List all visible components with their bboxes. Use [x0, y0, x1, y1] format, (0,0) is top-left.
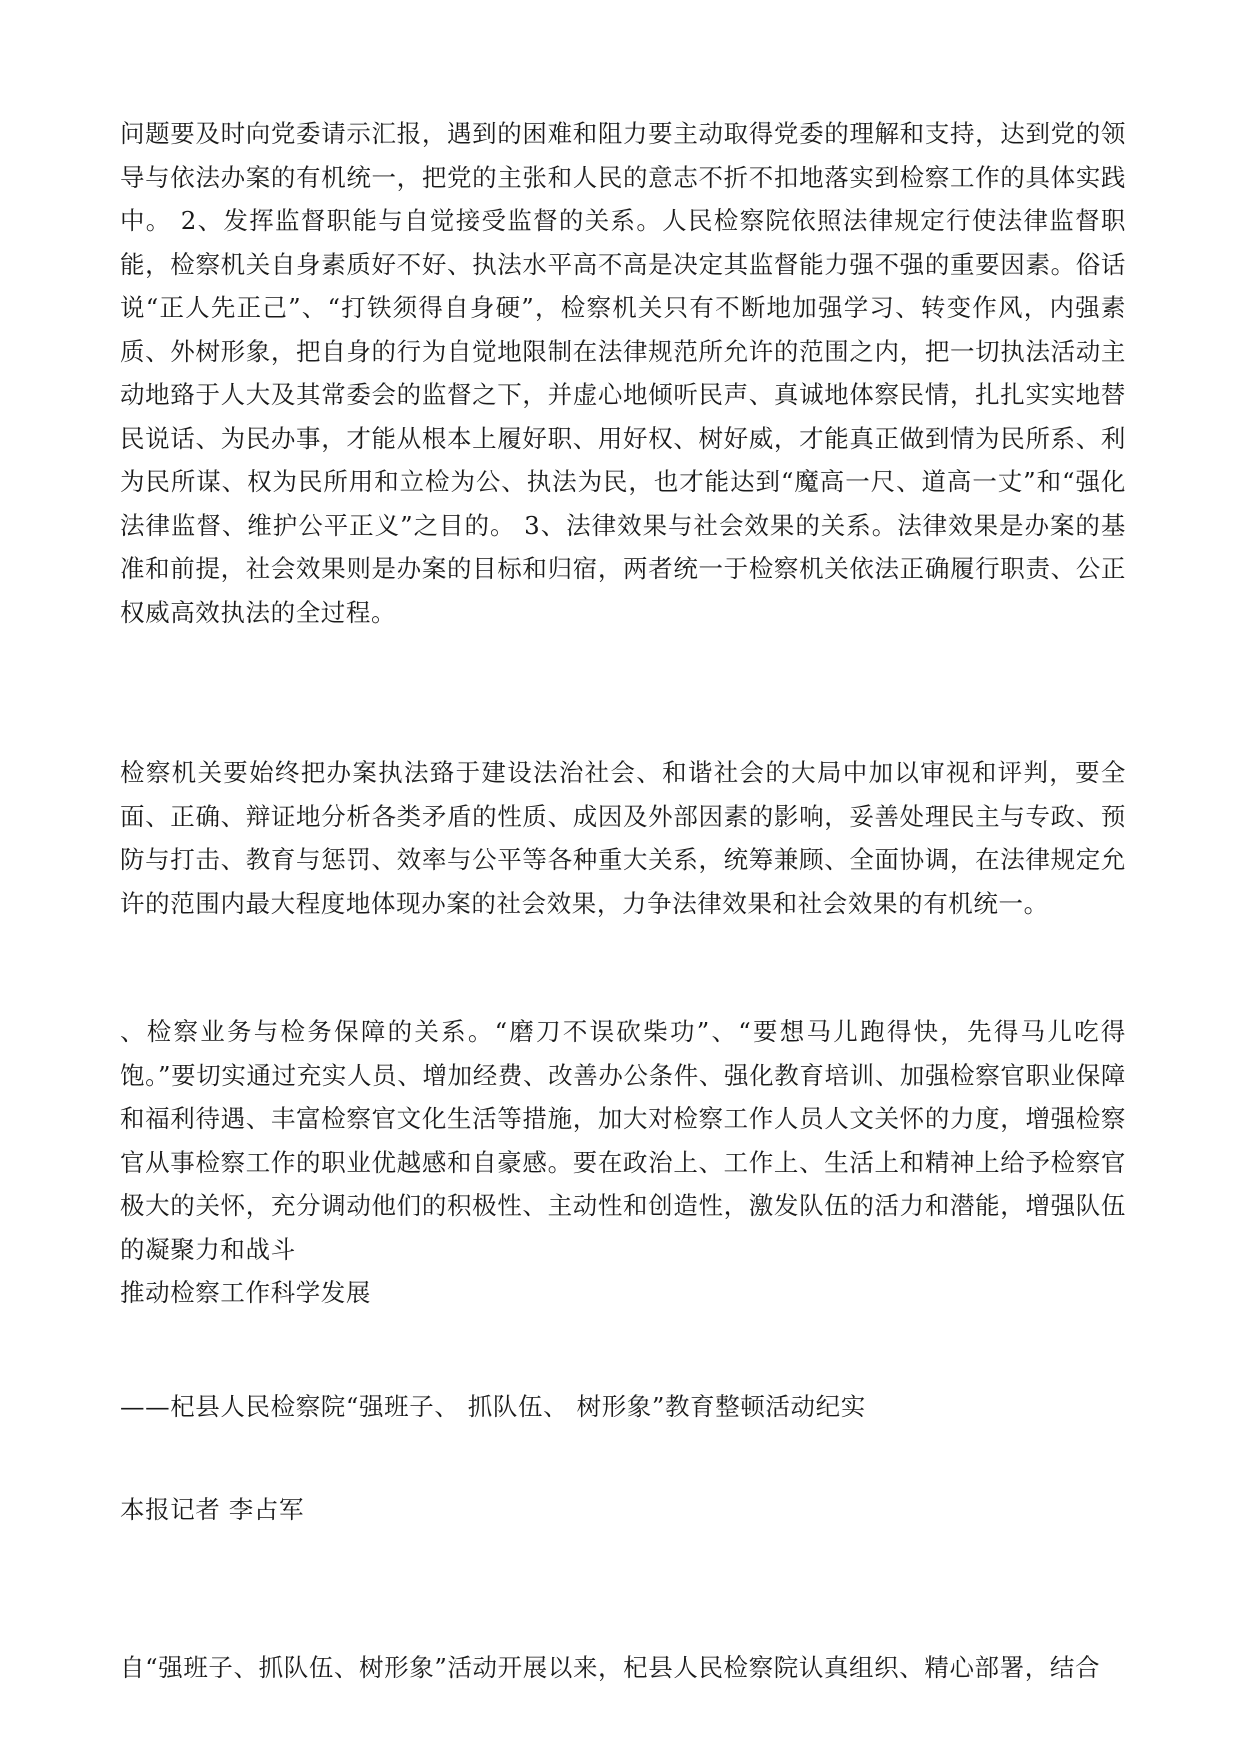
article-subtitle: ——杞县人民检察院“强班子、 抓队伍、 树形象”教育整顿活动纪实 [120, 1392, 866, 1421]
reporter-byline: 本报记者 李占军 [120, 1495, 305, 1524]
body-paragraph: 、检察业务与检务保障的关系。“磨刀不误砍柴功”、“要想马儿跑得快，先得马儿吃得饱。”要切实通过充实人员、增加经费、改善办公条件、强化教育培训、加强检察官职业保障和福利待遇、丰富检察官文化生活等措施，加大对检察工作人员人文关怀的力度，增强检察官从事检察工作的职业优越感和自豪感。要在政治上、工作上、生活上和精神上给予检察官极大的关怀，充分调动他们的积极性、主动性和创造性，激发队伍的活力和潜能，增强队伍的凝聚力和战斗 推动检察工作科学发展 [120, 1017, 1126, 1307]
body-paragraph: 检察机关要始终把办案执法臵于建设法治社会、和谐社会的大局中加以审视和评判，要全面、正确、辩证地分析各类矛盾的性质、成因及外部因素的影响，妥善处理民主与专政、预防与打击、教育与惩罚、效率与公平等各种重大关系，统筹兼顾、全面协调，在法律规定允许的范围内最大程度地体现办案的社会效果，力争法律效果和社会效果的有机统一。 [120, 758, 1126, 918]
body-paragraph: 问题要及时向党委请示汇报，遇到的困难和阻力要主动取得党委的理解和支持，达到党的领导与依法办案的有机统一，把党的主张和人民的意志不折不扣地落实到检察工作的具体实践中。 2、发挥监督职能与自觉接受监督的关系。人民检察院依照法律规定行使法律监督职能，检察机关自身素质好不好、执法水平高不高是决定其监督能力强不强的重要因素。俗话说“正人先正己”、“打铁须得自身硬”，检察机关只有不断地加强学习、转变作风，内强素质、外树形象，把自身的行为自觉地限制在法律规范所允许的范围之内，把一切执法活动主动地臵于人大及其常委会的监督之下，并虚心地倾听民声、真诚地体察民情，扎扎实实地替民说话、为民办事，才能从根本上履好职、用好权、树好威，才能真正做到情为民所系、利为民所谋、权为民所用和立检为公、执法为民，也才能达到“魔高一尺、道高一丈”和“强化法律监督、维护公平正义”之目的。 3、法律效果与社会效果的关系。法律效果是办案的基准和前提，社会效果则是办案的目标和归宿，两者统一于检察机关依法正确履行职责、公正权威高效执法的全过程。 [120, 119, 1126, 627]
body-paragraph: 自“强班子、抓队伍、树形象”活动开展以来，杞县人民检察院认真组织、精心部署，结合 [120, 1653, 1101, 1682]
